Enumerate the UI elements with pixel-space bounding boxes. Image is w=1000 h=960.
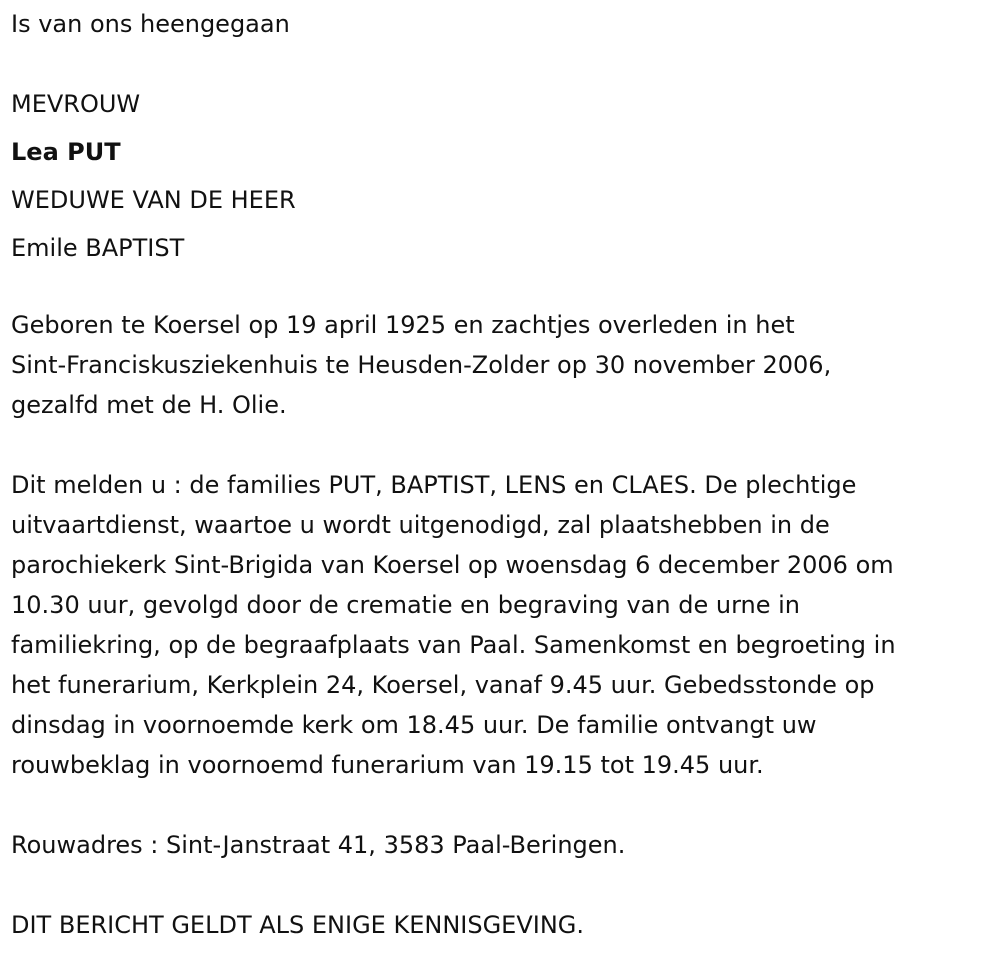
birth-death-paragraph: Geboren te Koersel op 19 april 1925 en zachtjes overleden in het Sint-Franciskusziekenhuis te Heusden-Zolder op 30 november 2006, gezalfd met de H. Olie. — [11, 311, 832, 419]
spacer — [11, 865, 996, 905]
relation-text: WEDUWE VAN DE HEER — [11, 186, 296, 214]
mourning-address: Rouwadres : Sint-Janstraat 41, 3583 Paal-Beringen. — [11, 831, 626, 859]
spacer — [11, 272, 996, 304]
intro-text: Is van ons heengegaan — [11, 10, 290, 38]
announcement-paragraph: Dit melden u : de families PUT, BAPTIST, LENS en CLAES. De plechtige uitvaartdienst, waartoe u wordt uitgenodigd, zal plaatshebben in de parochiekerk Sint-Brigida van Koersel op woensdag 6 december 2006 om 10.30 uur, gevolgd door de crematie en begraving van de urne in familiekring, op de begraafplaats van Paal. Samenkomst en begroeting in het funerarium, Kerkplein 24, Koersel, vanaf 9.45 uur. Gebedsstonde op dinsdag in voornoemde kerk om 18.45 uur. De familie ontvangt uw rouwbeklag in voornoemd funerarium van 19.15 tot 19.45 uur. — [11, 471, 896, 779]
spacer — [11, 785, 996, 825]
spacer — [11, 425, 996, 465]
spouse-name: Emile BAPTIST — [11, 234, 185, 262]
spacer — [11, 48, 996, 80]
deceased-name: Lea PUT — [11, 138, 121, 166]
closing-statement: DIT BERICHT GELDT ALS ENIGE KENNISGEVING. — [11, 911, 585, 939]
salutation: MEVROUW — [11, 90, 141, 118]
obituary-notice — [11, 0, 996, 945]
